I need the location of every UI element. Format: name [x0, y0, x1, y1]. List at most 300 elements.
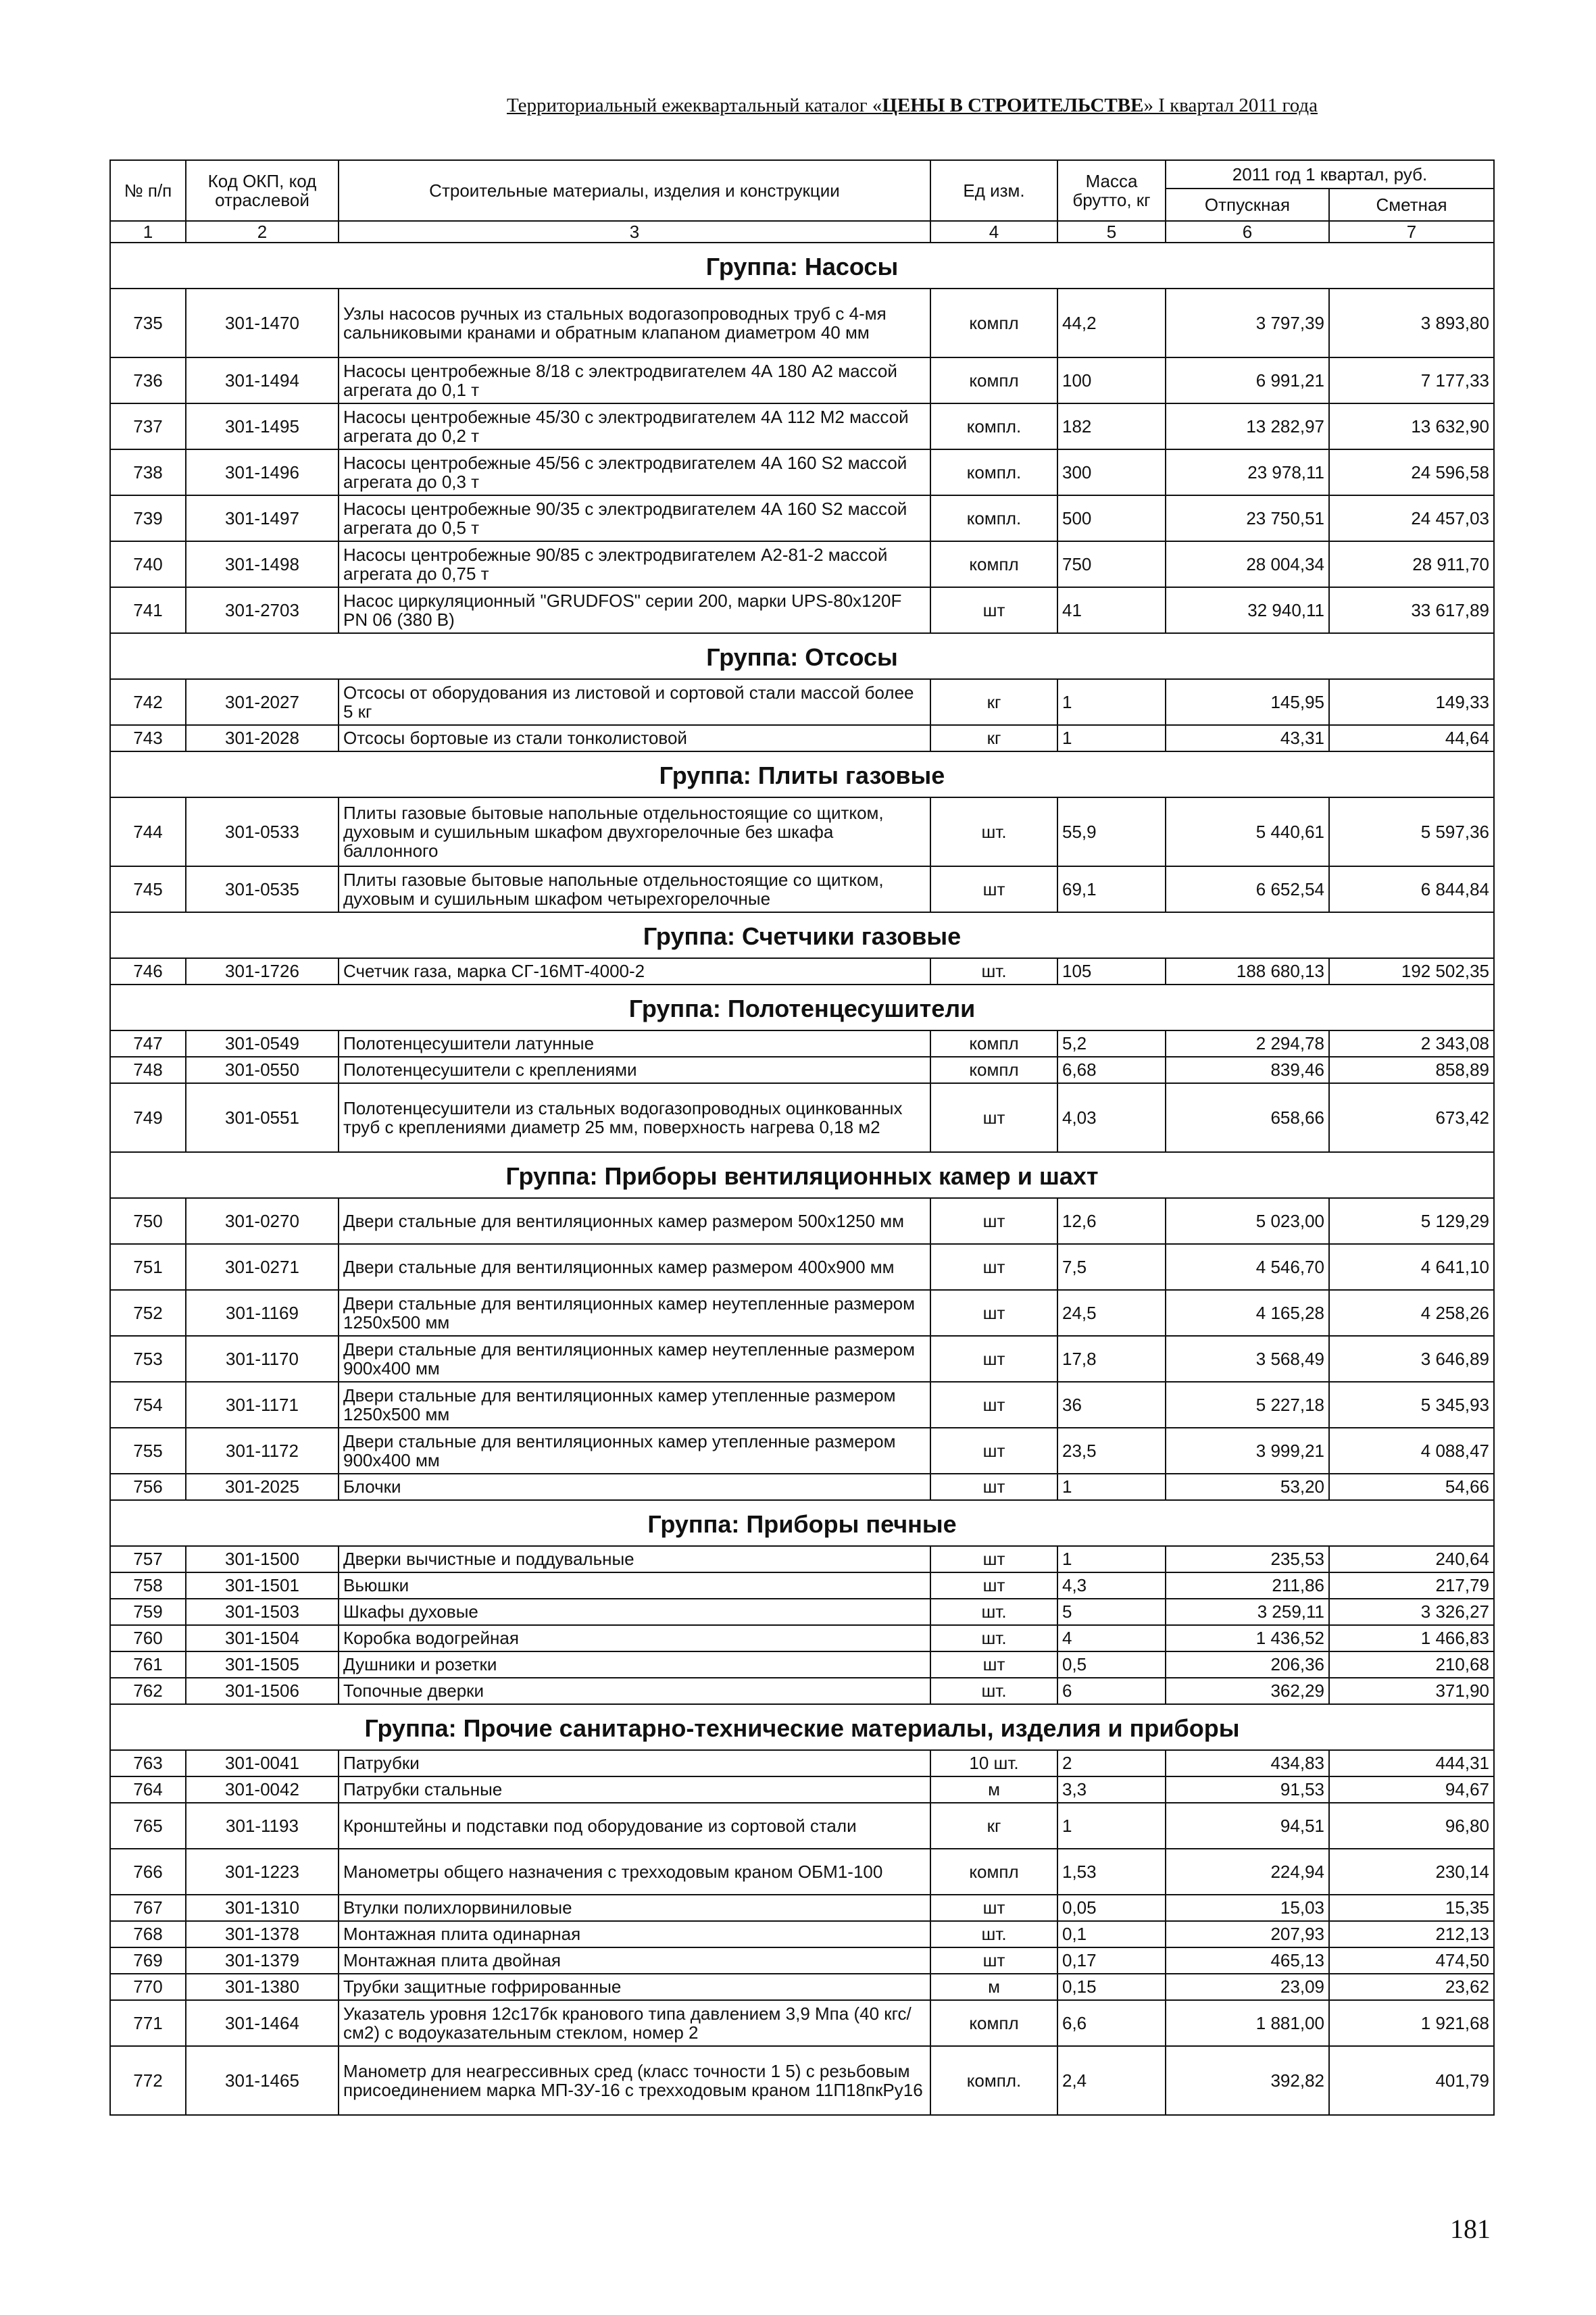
cell-mass: 6	[1057, 1678, 1166, 1704]
cell-price-release: 94,51	[1166, 1803, 1329, 1849]
column-number: 7	[1329, 221, 1494, 243]
cell-mass: 300	[1057, 449, 1166, 495]
cell-price-release: 3 259,11	[1166, 1599, 1329, 1625]
cell-price-release: 188 680,13	[1166, 958, 1329, 985]
cell-mass: 3,3	[1057, 1776, 1166, 1803]
table-row	[110, 1030, 1494, 1057]
cell-unit: м	[930, 1776, 1057, 1803]
cell-num: 756	[110, 1474, 186, 1500]
cell-price-estimate: 3 326,27	[1329, 1599, 1494, 1625]
cell-code: 301-1495	[186, 403, 339, 449]
cell-mass: 41	[1057, 587, 1166, 633]
cell-name: Втулки полихлорвиниловые	[339, 1895, 930, 1921]
cell-unit: компл	[930, 289, 1057, 357]
cell-mass: 2	[1057, 1750, 1166, 1776]
cell-num: 758	[110, 1572, 186, 1599]
cell-price-estimate: 5 345,93	[1329, 1382, 1494, 1428]
header-suffix: » I квартал 2011 года	[1143, 95, 1318, 116]
column-number-row	[110, 221, 1494, 243]
cell-price-estimate: 6 844,84	[1329, 866, 1494, 912]
cell-mass: 100	[1057, 357, 1166, 403]
group-heading-row	[110, 243, 1494, 289]
cell-price-estimate: 474,50	[1329, 1947, 1494, 1974]
table-row	[110, 679, 1494, 725]
column-number: 6	[1166, 221, 1329, 243]
cell-name: Насосы центробежные 8/18 с электродвигателем 4А 180 А2 массой агрегата до 0,1 т	[339, 357, 930, 403]
cell-price-estimate: 54,66	[1329, 1474, 1494, 1500]
price-table	[109, 159, 1495, 2116]
cell-num: 751	[110, 1244, 186, 1290]
cell-mass: 12,6	[1057, 1198, 1166, 1244]
table-row	[110, 1198, 1494, 1244]
cell-price-release: 434,83	[1166, 1750, 1329, 1776]
cell-name: Отсосы бортовые из стали тонколистовой	[339, 725, 930, 751]
cell-num: 754	[110, 1382, 186, 1428]
cell-name: Насосы центробежные 90/35 с электродвигателем 4А 160 S2 массой агрегата до 0,5 т	[339, 495, 930, 541]
cell-name: Дверки вычистные и поддувальные	[339, 1546, 930, 1572]
cell-price-release: 5 227,18	[1166, 1382, 1329, 1428]
cell-price-estimate: 149,33	[1329, 679, 1494, 725]
cell-price-release: 43,31	[1166, 725, 1329, 751]
table-row	[110, 1572, 1494, 1599]
cell-price-estimate: 33 617,89	[1329, 587, 1494, 633]
cell-name: Манометры общего назначения с трехходовым краном ОБМ1-100	[339, 1849, 930, 1895]
cell-name: Блочки	[339, 1474, 930, 1500]
cell-price-release: 3 797,39	[1166, 289, 1329, 357]
cell-price-release: 658,66	[1166, 1083, 1329, 1152]
cell-code: 301-0271	[186, 1244, 339, 1290]
cell-code: 301-1170	[186, 1336, 339, 1382]
cell-name: Душники и розетки	[339, 1651, 930, 1678]
cell-unit: компл.	[930, 495, 1057, 541]
table-row	[110, 541, 1494, 587]
group-title: Группа: Приборы вентиляционных камер и шахт	[110, 1152, 1494, 1198]
cell-name: Плиты газовые бытовые напольные отдельностоящие со щитком, духовым и сушильным шкафом четырехгорелочные	[339, 866, 930, 912]
table-row	[110, 357, 1494, 403]
cell-price-release: 235,53	[1166, 1546, 1329, 1572]
cell-price-estimate: 212,13	[1329, 1921, 1494, 1947]
table-row	[110, 1546, 1494, 1572]
cell-price-estimate: 230,14	[1329, 1849, 1494, 1895]
group-heading-row	[110, 1152, 1494, 1198]
cell-price-estimate: 3 893,80	[1329, 289, 1494, 357]
cell-mass: 4	[1057, 1625, 1166, 1651]
cell-unit: шт	[930, 1198, 1057, 1244]
cell-code: 301-1172	[186, 1428, 339, 1474]
cell-name: Трубки защитные гофрированные	[339, 1974, 930, 2000]
cell-code: 301-1470	[186, 289, 339, 357]
cell-num: 763	[110, 1750, 186, 1776]
table-row	[110, 2046, 1494, 2115]
cell-price-estimate: 3 646,89	[1329, 1336, 1494, 1382]
cell-code: 301-1193	[186, 1803, 339, 1849]
cell-name: Полотенцесушители из стальных водогазопроводных оцинкованных труб с креплениями диаметр 25 мм, поверхность нагрева 0,18 м2	[339, 1083, 930, 1152]
cell-code: 301-1171	[186, 1382, 339, 1428]
cell-name: Двери стальные для вентиляционных камер утепленные размером 900х400 мм	[339, 1428, 930, 1474]
col-header-price-release: Отпускная	[1166, 189, 1329, 221]
table-row	[110, 495, 1494, 541]
cell-price-estimate: 24 596,58	[1329, 449, 1494, 495]
cell-mass: 105	[1057, 958, 1166, 985]
cell-num: 736	[110, 357, 186, 403]
cell-code: 301-1494	[186, 357, 339, 403]
cell-unit: шт.	[930, 1678, 1057, 1704]
cell-num: 750	[110, 1198, 186, 1244]
cell-name: Полотенцесушители с креплениями	[339, 1057, 930, 1083]
cell-price-estimate: 1 921,68	[1329, 2000, 1494, 2046]
cell-num: 757	[110, 1546, 186, 1572]
group-heading-row	[110, 985, 1494, 1030]
cell-num: 753	[110, 1336, 186, 1382]
cell-unit: компл.	[930, 403, 1057, 449]
cell-code: 301-0533	[186, 797, 339, 866]
cell-num: 766	[110, 1849, 186, 1895]
cell-unit: компл.	[930, 2046, 1057, 2115]
cell-unit: компл	[930, 1030, 1057, 1057]
cell-price-release: 5 440,61	[1166, 797, 1329, 866]
cell-unit: шт	[930, 1244, 1057, 1290]
table-row	[110, 1895, 1494, 1921]
cell-price-release: 91,53	[1166, 1776, 1329, 1803]
cell-unit: шт	[930, 1474, 1057, 1500]
cell-mass: 5,2	[1057, 1030, 1166, 1057]
cell-name: Насосы центробежные 45/56 с электродвигателем 4А 160 S2 массой агрегата до 0,3 т	[339, 449, 930, 495]
cell-code: 301-0549	[186, 1030, 339, 1057]
cell-num: 770	[110, 1974, 186, 2000]
cell-price-estimate: 2 343,08	[1329, 1030, 1494, 1057]
cell-unit: компл	[930, 357, 1057, 403]
group-heading-row	[110, 751, 1494, 797]
cell-price-estimate: 5 129,29	[1329, 1198, 1494, 1244]
col-header-num: № п/п	[110, 160, 186, 221]
cell-code: 301-1464	[186, 2000, 339, 2046]
cell-name: Счетчик газа, марка СГ-16МТ-4000-2	[339, 958, 930, 985]
cell-mass: 55,9	[1057, 797, 1166, 866]
col-header-name: Строительные материалы, изделия и конструкции	[339, 160, 930, 221]
table-row	[110, 449, 1494, 495]
cell-mass: 750	[1057, 541, 1166, 587]
cell-num: 742	[110, 679, 186, 725]
column-number: 4	[930, 221, 1057, 243]
cell-price-release: 23,09	[1166, 1974, 1329, 2000]
cell-code: 301-1378	[186, 1921, 339, 1947]
table-row	[110, 1244, 1494, 1290]
group-heading-row	[110, 1704, 1494, 1750]
cell-unit: шт.	[930, 1599, 1057, 1625]
cell-code: 301-0270	[186, 1198, 339, 1244]
cell-price-release: 13 282,97	[1166, 403, 1329, 449]
table-row	[110, 1776, 1494, 1803]
cell-name: Насос циркуляционный "GRUDFOS" серии 200, марки UPS-80х120F PN 06 (380 В)	[339, 587, 930, 633]
cell-unit: шт.	[930, 797, 1057, 866]
group-title: Группа: Прочие санитарно-технические материалы, изделия и приборы	[110, 1704, 1494, 1750]
cell-unit: шт	[930, 1546, 1057, 1572]
table-row	[110, 2000, 1494, 2046]
cell-price-estimate: 673,42	[1329, 1083, 1494, 1152]
cell-num: 755	[110, 1428, 186, 1474]
cell-price-estimate: 858,89	[1329, 1057, 1494, 1083]
cell-name: Шкафы духовые	[339, 1599, 930, 1625]
cell-mass: 17,8	[1057, 1336, 1166, 1382]
cell-price-estimate: 24 457,03	[1329, 495, 1494, 541]
cell-price-estimate: 4 258,26	[1329, 1290, 1494, 1336]
cell-num: 743	[110, 725, 186, 751]
col-header-price-group: 2011 год 1 квартал, руб.	[1166, 160, 1494, 189]
table-row	[110, 1974, 1494, 2000]
cell-unit: шт	[930, 1651, 1057, 1678]
group-heading-row	[110, 1500, 1494, 1546]
cell-unit: шт	[930, 866, 1057, 912]
table-row	[110, 587, 1494, 633]
cell-mass: 1	[1057, 1546, 1166, 1572]
cell-num: 740	[110, 541, 186, 587]
cell-code: 301-2028	[186, 725, 339, 751]
table-head	[110, 160, 1494, 243]
cell-unit: шт	[930, 1947, 1057, 1974]
cell-code: 301-0550	[186, 1057, 339, 1083]
cell-num: 764	[110, 1776, 186, 1803]
cell-price-release: 206,36	[1166, 1651, 1329, 1678]
cell-num: 746	[110, 958, 186, 985]
cell-mass: 500	[1057, 495, 1166, 541]
cell-mass: 6,6	[1057, 2000, 1166, 2046]
cell-mass: 0,15	[1057, 1974, 1166, 2000]
column-number: 3	[339, 221, 930, 243]
cell-name: Двери стальные для вентиляционных камер неутепленные размером 1250х500 мм	[339, 1290, 930, 1336]
cell-unit: 10 шт.	[930, 1750, 1057, 1776]
cell-price-estimate: 4 088,47	[1329, 1428, 1494, 1474]
cell-price-release: 3 999,21	[1166, 1428, 1329, 1474]
cell-mass: 5	[1057, 1599, 1166, 1625]
cell-num: 738	[110, 449, 186, 495]
cell-price-release: 15,03	[1166, 1895, 1329, 1921]
table-row	[110, 1428, 1494, 1474]
cell-name: Указатель уровня 12с17бк кранового типа давлением 3,9 Мпа (40 кгс/см2) с водоуказательным стеклом, номер 2	[339, 2000, 930, 2046]
cell-price-release: 23 750,51	[1166, 495, 1329, 541]
cell-unit: кг	[930, 679, 1057, 725]
cell-unit: шт	[930, 1382, 1057, 1428]
table-row	[110, 1921, 1494, 1947]
table-row	[110, 958, 1494, 985]
cell-num: 745	[110, 866, 186, 912]
cell-name: Двери стальные для вентиляционных камер размером 500х1250 мм	[339, 1198, 930, 1244]
cell-price-estimate: 5 597,36	[1329, 797, 1494, 866]
group-title: Группа: Плиты газовые	[110, 751, 1494, 797]
cell-num: 765	[110, 1803, 186, 1849]
cell-unit: компл	[930, 541, 1057, 587]
cell-name: Монтажная плита одинарная	[339, 1921, 930, 1947]
cell-num: 735	[110, 289, 186, 357]
cell-code: 301-1504	[186, 1625, 339, 1651]
header-title: ЦЕНЫ В СТРОИТЕЛЬСТВЕ	[882, 95, 1144, 116]
cell-price-release: 23 978,11	[1166, 449, 1329, 495]
group-heading-row	[110, 633, 1494, 679]
col-header-code: Код ОКП, код отраслевой	[186, 160, 339, 221]
cell-num: 747	[110, 1030, 186, 1057]
cell-num: 761	[110, 1651, 186, 1678]
cell-price-estimate: 401,79	[1329, 2046, 1494, 2115]
cell-price-estimate: 96,80	[1329, 1803, 1494, 1849]
table-row	[110, 1947, 1494, 1974]
col-header-unit: Ед изм.	[930, 160, 1057, 221]
cell-mass: 1	[1057, 679, 1166, 725]
cell-mass: 1	[1057, 1474, 1166, 1500]
cell-code: 301-1506	[186, 1678, 339, 1704]
cell-num: 752	[110, 1290, 186, 1336]
cell-unit: шт	[930, 1336, 1057, 1382]
cell-code: 301-0535	[186, 866, 339, 912]
cell-name: Полотенцесушители латунные	[339, 1030, 930, 1057]
cell-mass: 0,05	[1057, 1895, 1166, 1921]
table-row	[110, 866, 1494, 912]
cell-unit: компл	[930, 2000, 1057, 2046]
cell-name: Двери стальные для вентиляционных камер утепленные размером 1250х500 мм	[339, 1382, 930, 1428]
cell-code: 301-1497	[186, 495, 339, 541]
cell-code: 301-1380	[186, 1974, 339, 2000]
group-heading-row	[110, 912, 1494, 958]
page-number: 181	[1450, 2214, 1491, 2244]
cell-unit: шт	[930, 1428, 1057, 1474]
cell-code: 301-1465	[186, 2046, 339, 2115]
table-row	[110, 725, 1494, 751]
cell-price-estimate: 44,64	[1329, 725, 1494, 751]
cell-name: Насосы центробежные 45/30 с электродвигателем 4А 112 М2 массой агрегата до 0,2 т	[339, 403, 930, 449]
cell-num: 737	[110, 403, 186, 449]
cell-code: 301-2025	[186, 1474, 339, 1500]
cell-price-estimate: 371,90	[1329, 1678, 1494, 1704]
cell-mass: 1	[1057, 1803, 1166, 1849]
table-row	[110, 1849, 1494, 1895]
cell-price-release: 3 568,49	[1166, 1336, 1329, 1382]
cell-price-release: 211,86	[1166, 1572, 1329, 1599]
cell-name: Коробка водогрейная	[339, 1625, 930, 1651]
cell-mass: 1	[1057, 725, 1166, 751]
cell-mass: 23,5	[1057, 1428, 1166, 1474]
cell-mass: 0,5	[1057, 1651, 1166, 1678]
cell-num: 762	[110, 1678, 186, 1704]
cell-code: 301-2703	[186, 587, 339, 633]
cell-num: 772	[110, 2046, 186, 2115]
header-prefix: Территориальный ежеквартальный каталог «	[507, 95, 882, 116]
cell-unit: шт.	[930, 958, 1057, 985]
cell-name: Кронштейны и подставки под оборудование из сортовой стали	[339, 1803, 930, 1849]
cell-price-estimate: 217,79	[1329, 1572, 1494, 1599]
cell-price-release: 392,82	[1166, 2046, 1329, 2115]
cell-name: Двери стальные для вентиляционных камер неутепленные размером 900х400 мм	[339, 1336, 930, 1382]
cell-code: 301-1310	[186, 1895, 339, 1921]
cell-num: 768	[110, 1921, 186, 1947]
cell-price-estimate: 28 911,70	[1329, 541, 1494, 587]
column-number: 1	[110, 221, 186, 243]
column-number: 5	[1057, 221, 1166, 243]
cell-code: 301-1498	[186, 541, 339, 587]
cell-code: 301-1505	[186, 1651, 339, 1678]
cell-mass: 69,1	[1057, 866, 1166, 912]
column-number: 2	[186, 221, 339, 243]
cell-mass: 4,3	[1057, 1572, 1166, 1599]
cell-code: 301-1496	[186, 449, 339, 495]
table-body	[110, 243, 1494, 2115]
group-title: Группа: Полотенцесушители	[110, 985, 1494, 1030]
cell-num: 767	[110, 1895, 186, 1921]
table-row	[110, 1651, 1494, 1678]
cell-code: 301-1501	[186, 1572, 339, 1599]
cell-price-release: 5 023,00	[1166, 1198, 1329, 1244]
group-title: Группа: Отсосы	[110, 633, 1494, 679]
cell-code: 301-1726	[186, 958, 339, 985]
catalog-header	[507, 95, 1493, 117]
cell-code: 301-1500	[186, 1546, 339, 1572]
cell-code: 301-1503	[186, 1599, 339, 1625]
cell-unit: шт	[930, 587, 1057, 633]
cell-price-release: 362,29	[1166, 1678, 1329, 1704]
cell-mass: 7,5	[1057, 1244, 1166, 1290]
cell-mass: 24,5	[1057, 1290, 1166, 1336]
cell-price-release: 28 004,34	[1166, 541, 1329, 587]
cell-price-estimate: 444,31	[1329, 1750, 1494, 1776]
cell-price-estimate: 1 466,83	[1329, 1625, 1494, 1651]
cell-code: 301-0551	[186, 1083, 339, 1152]
cell-price-estimate: 15,35	[1329, 1895, 1494, 1921]
cell-name: Вьюшки	[339, 1572, 930, 1599]
cell-num: 749	[110, 1083, 186, 1152]
cell-price-release: 4 165,28	[1166, 1290, 1329, 1336]
cell-price-release: 839,46	[1166, 1057, 1329, 1083]
cell-num: 744	[110, 797, 186, 866]
cell-unit: компл.	[930, 449, 1057, 495]
group-title: Группа: Счетчики газовые	[110, 912, 1494, 958]
cell-unit: шт.	[930, 1625, 1057, 1651]
cell-mass: 36	[1057, 1382, 1166, 1428]
cell-mass: 0,1	[1057, 1921, 1166, 1947]
cell-code: 301-0041	[186, 1750, 339, 1776]
cell-name: Патрубки	[339, 1750, 930, 1776]
cell-price-release: 207,93	[1166, 1921, 1329, 1947]
cell-price-estimate: 23,62	[1329, 1974, 1494, 2000]
cell-price-estimate: 192 502,35	[1329, 958, 1494, 985]
cell-name: Монтажная плита двойная	[339, 1947, 930, 1974]
cell-num: 741	[110, 587, 186, 633]
table-row	[110, 1625, 1494, 1651]
cell-price-release: 145,95	[1166, 679, 1329, 725]
cell-price-estimate: 4 641,10	[1329, 1244, 1494, 1290]
cell-unit: м	[930, 1974, 1057, 2000]
cell-name: Патрубки стальные	[339, 1776, 930, 1803]
cell-num: 771	[110, 2000, 186, 2046]
table-row	[110, 1750, 1494, 1776]
cell-code: 301-2027	[186, 679, 339, 725]
cell-num: 748	[110, 1057, 186, 1083]
cell-unit: шт.	[930, 1921, 1057, 1947]
cell-mass: 1,53	[1057, 1849, 1166, 1895]
cell-num: 739	[110, 495, 186, 541]
cell-price-estimate: 13 632,90	[1329, 403, 1494, 449]
table-row	[110, 1803, 1494, 1849]
cell-unit: шт	[930, 1895, 1057, 1921]
cell-price-release: 2 294,78	[1166, 1030, 1329, 1057]
cell-unit: кг	[930, 725, 1057, 751]
table-row	[110, 1382, 1494, 1428]
cell-unit: шт	[930, 1572, 1057, 1599]
cell-mass: 6,68	[1057, 1057, 1166, 1083]
table-row	[110, 403, 1494, 449]
cell-price-release: 4 546,70	[1166, 1244, 1329, 1290]
group-title: Группа: Насосы	[110, 243, 1494, 289]
cell-num: 760	[110, 1625, 186, 1651]
cell-mass: 44,2	[1057, 289, 1166, 357]
cell-price-release: 1 881,00	[1166, 2000, 1329, 2046]
table-row	[110, 1599, 1494, 1625]
